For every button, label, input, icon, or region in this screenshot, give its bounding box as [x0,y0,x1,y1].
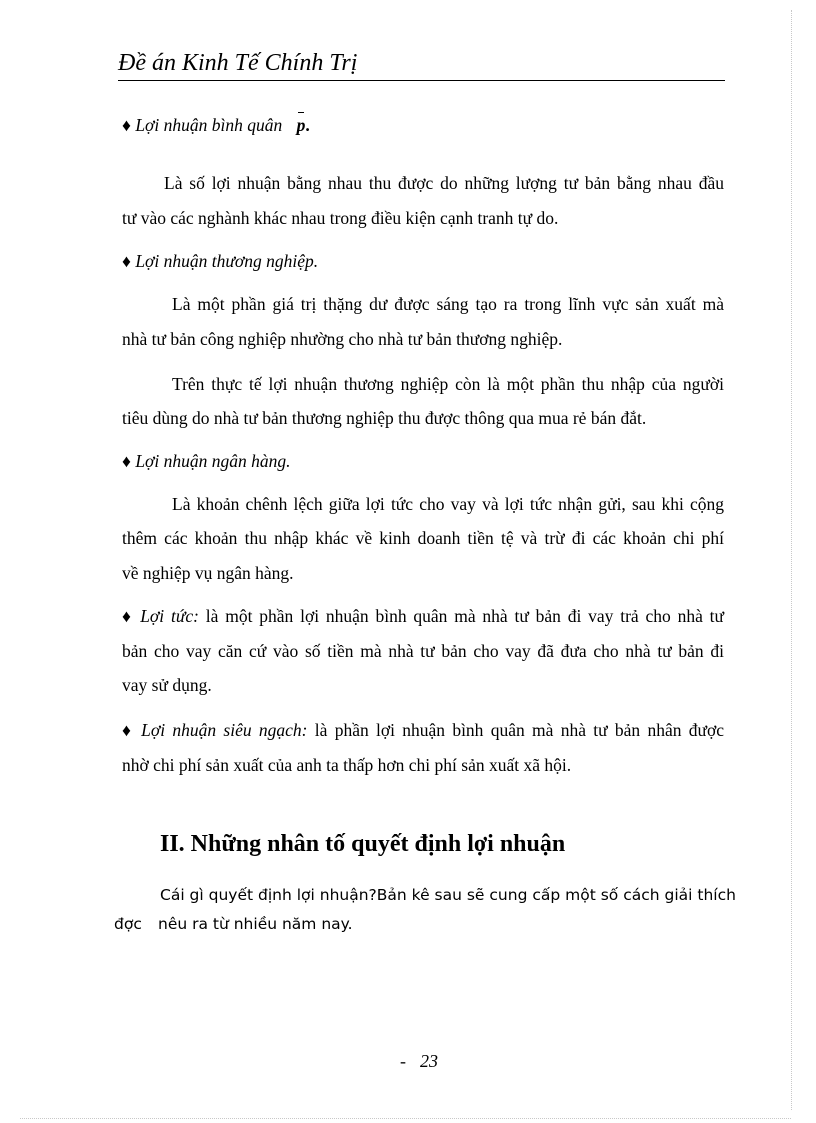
section-intro-line: nêu ra từ nhiều năm nay. [158,915,353,933]
page-number [400,1051,438,1072]
interest-label: Lợi tức: [140,606,199,626]
paragraph-line: Là khoản chênh lệch giữa lợi tức cho vay và lợi tức nhận gửi, sau khi cộng [172,494,724,514]
paragraph-line: bản cho vay căn cứ vào số tiền mà nhà tư bản cho vay đã đưa cho nhà tư bản đi [122,641,724,661]
super-profit-label: Lợi nhuận siêu ngạch: [141,720,308,740]
page-border-bottom [20,1118,791,1119]
paragraph-line: về nghiệp vụ ngân hàng. [122,563,294,583]
page-border-right [791,10,792,1110]
paragraph-line: nhà tư bản công nghiệp nhường cho nhà tư bản thương nghiệp. [122,329,563,349]
bullet-icon: ♦ [122,251,131,271]
header-title: Đề án Kinh Tế Chính Trị [118,50,358,76]
paragraph-line: Trên thực tế lợi nhuận thương nghiệp còn là một phần thu nhập của người [172,374,724,394]
commercial-profit-label: Lợi nhuận thương nghiệp. [135,251,319,271]
paragraph-line: nhờ chi phí sản xuất của anh ta thấp hơn chi phí sản xuất xã hội. [122,755,572,775]
paragraph-line: tư vào các nghành khác nhau trong điều kiện cạnh tranh tự do. [122,208,559,228]
interest-text: là một phần lợi nhuận bình quân mà nhà tư bản đi vay trả cho nhà tư [205,606,725,626]
section-heading: II. Những nhân tố quyết định lợi nhuận [160,831,566,857]
bullet-icon: ♦ [122,451,131,471]
super-profit-line [122,719,724,741]
bullet-icon: ♦ [122,606,134,626]
paragraph-line: tiêu dùng do nhà tư bản thương nghiệp thu được thông qua mua rẻ bán đắt. [122,408,647,428]
super-profit-text: là phần lợi nhuận bình quân mà nhà tư bản nhân được [314,720,725,740]
profit-symbol-period: . [305,115,310,135]
section-intro-prefix: đợc [114,915,142,933]
section-intro-line: Cái gì quyết định lợi nhuận?Bản kê sau sẽ cung cấp một số cách giải thích [160,886,736,904]
bullet-icon: ♦ [122,720,134,740]
commercial-profit-heading [122,250,318,272]
paragraph-line: vay sử dụng. [122,675,212,695]
avg-profit-label: Lợi nhuận bình quân [135,115,283,135]
bullet-icon: ♦ [122,115,131,135]
paragraph-line: Là số lợi nhuận bằng nhau thu được do những lượng tư bản bằng nhau đầu [164,173,724,193]
page-number-value: 23 [420,1051,438,1071]
interest-line [122,605,724,627]
bank-profit-heading [122,450,291,472]
header-rule [118,80,725,81]
avg-profit-heading [122,114,310,136]
paragraph-line: thêm các khoản thu nhập khác về kinh doanh tiền tệ và trừ đi các khoản chi phí [122,528,724,548]
profit-symbol: p [296,115,306,135]
page-number-dash: - [400,1051,406,1071]
paragraph-line: Là một phần giá trị thặng dư được sáng tạo ra trong lĩnh vực sản xuất mà [172,294,724,314]
bank-profit-label: Lợi nhuận ngân hàng. [135,451,291,471]
